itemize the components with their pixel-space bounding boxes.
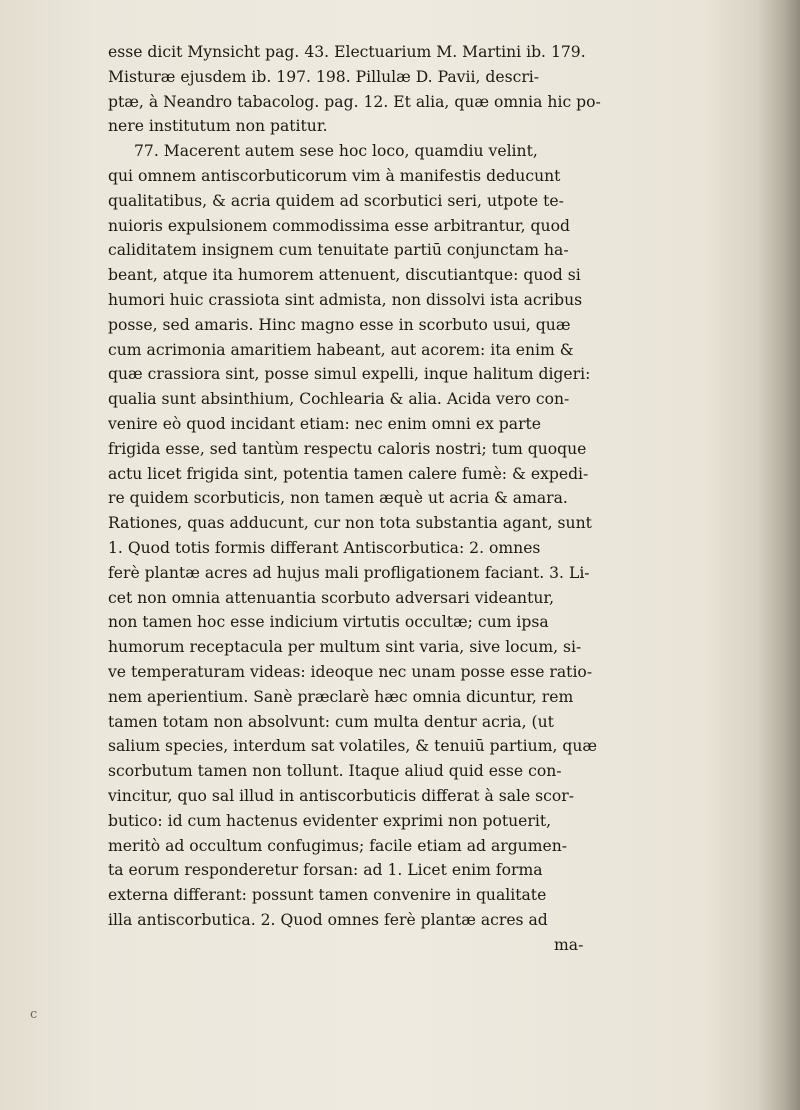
text-line: ta eorum responderetur forsan: ad 1. Licet enim forma — [108, 861, 543, 880]
text-line: illa antiscorbutica. 2. Quod omnes ferè plantæ acres ad — [108, 910, 548, 929]
text-line: qualitatibus, & acria quidem ad scorbutici seri, utpote te- — [108, 191, 564, 210]
text-line: frigida esse, sed tantùm respectu caloris nostri; tum quoque — [108, 439, 587, 458]
text-line: nuioris expulsionem commodissima esse arbitrantur, quod — [108, 216, 570, 235]
text-line: meritò ad occultum confugimus; facile etiam ad argumen- — [108, 836, 568, 855]
text-line: Misturæ ejusdem ib. 197. 198. Pillulæ D. Pavii, descri- — [108, 67, 540, 86]
text-line: vincitur, quo sal illud in antiscorbuticis differat à sale scor- — [108, 786, 575, 805]
text-line: 1. Quod totis formis differant Antiscorbutica: 2. omnes — [108, 538, 541, 557]
text-line: ptæ, à Neandro tabacolog. pag. 12. Et alia, quæ omnia hic po- — [108, 92, 601, 111]
text-line: butico: id cum hactenus evidenter exprimi non potuerit, — [108, 811, 552, 830]
text-line: caliditatem insignem cum tenuitate partiū conjunctam ha- — [108, 241, 569, 260]
text-line: humorum receptacula per multum sint varia, sive locum, si- — [108, 638, 582, 657]
text-line: tamen totam non absolvunt: cum multa dentur acria, (ut — [108, 712, 554, 731]
text-line: ve temperaturam videas: ideoque nec unam posse esse ratio- — [108, 662, 593, 681]
margin-note: c — [30, 1007, 38, 1022]
text-line: actu licet frigida sint, potentia tamen calere fumè: & expedi- — [108, 464, 589, 483]
page-edge-shadow — [758, 0, 800, 1110]
text-line: cet non omnia attenuantia scorbuto adversari videantur, — [108, 588, 555, 607]
text-line: externa differant: possunt tamen convenire in qualitate — [108, 886, 547, 905]
text-line: ma- — [554, 935, 584, 954]
text-line: Rationes, quas adducunt, cur non tota substantia agant, sunt — [108, 514, 592, 533]
text-line: qui omnem antiscorbuticorum vim à manifestis deducunt — [108, 166, 561, 185]
text-line: non tamen hoc esse indicium virtutis occultæ; cum ipsa — [108, 613, 549, 632]
text-line: salium species, interdum sat volatiles, & tenuiū partium, quæ — [108, 737, 598, 756]
text-line: posse, sed amaris. Hinc magno esse in scorbuto usui, quæ — [108, 315, 571, 334]
text-line: quæ crassiora sint, posse simul expelli, inque halitum digeri: — [108, 365, 591, 384]
text-line: ferè plantæ acres ad hujus mali profligationem faciant. 3. Li- — [108, 563, 590, 582]
text-line: scorbutum tamen non tollunt. Itaque aliud quid esse con- — [108, 762, 562, 781]
text-line: beant, atque ita humorem attenuent, discutiantque: quod si — [108, 266, 581, 285]
text-line: cum acrimonia amaritiem habeant, aut acorem: ita enim & — [108, 340, 574, 359]
text-line: nere institutum non patitur. — [108, 117, 328, 136]
text-line: nem aperientium. Sanè præclarè hæc omnia dicuntur, rem — [108, 687, 574, 706]
text-line: venire eò quod incidant etiam: nec enim omni ex parte — [108, 414, 542, 433]
text-line: humori huic crassiota sint admista, non dissolvi ista acribus — [108, 290, 583, 309]
text-line: re quidem scorbuticis, non tamen æquè ut acria & amara. — [108, 489, 568, 508]
page-text — [108, 40, 708, 957]
text-line: esse dicit Mynsicht pag. 43. Electuarium M. Martini ib. 179. — [108, 43, 586, 61]
text-line: 77. Macerent autem sese hoc loco, quamdiu velint, — [134, 142, 538, 161]
text-line: qualia sunt absinthium, Cochlearia & alia. Acida vero con- — [108, 390, 570, 409]
